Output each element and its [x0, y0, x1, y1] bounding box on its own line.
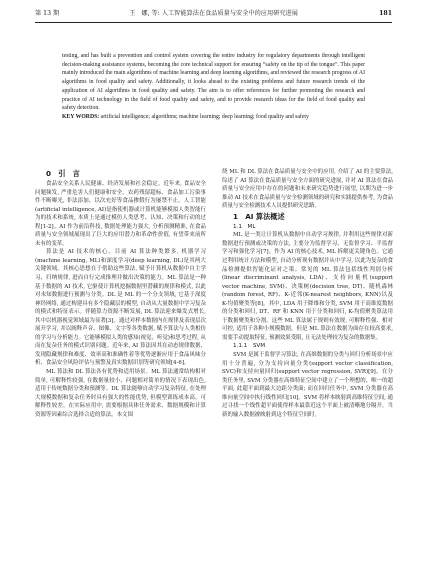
- paragraph-svm: SVM 是属于监督学习算法, 在高维数据的分类与回归分析场景中应用十分普遍, 分为支持向量分类(support vector classification, SVC)和支持向量回归(support vector regression, SVR)[9]。在分类任务里, SVM 分类器在高维特征空间中建立了一个理想的、唯一的超平面, 此超平面到最大边距分类面; 而在回归任务中, SVM 分类器在高维向量空间中执行线性回归[10]。SVM 将样本映射到高维特征空间, 通过寻找一个线性超平面使得样本最靠近这个平面上被清晰地分隔开。当新的输入数据被映射到这个特征空间时,: [222, 352, 393, 418]
- running-title: 王 娜, 等: 人工智能算法在食品质量与安全中的应用研究进展: [129, 10, 298, 17]
- left-column: [35, 168, 206, 419]
- paragraph-intro-continued: 绕 ML 和 DL 算法在食品质量与安全中的应用, 介绍了 AI 的主要算法, 综述了 AI 算法在食品质量与安全方面的研究进展, 并对 AI 算法在食品质量与安全应用中存在的问题和未来研究趋势进行展望, 以期为进一步推动 AI 技术在食品质量与安全检测领域的研究和实践提供参考, 为食品质量与安全检测技术人员提供研究思路。: [222, 169, 393, 210]
- keywords-text: artificial intelligence; algorithms; machine learning; deep learning; food quality and safety: [99, 113, 309, 120]
- running-header: [35, 8, 392, 20]
- paragraph-ml-vs-dl: ML 算法和 DL 算法各有优势和适用场景。ML 算法通常结构相对简单, 可解释性较强, 在数据量较小、问题相对简单的情况下表现出色, 适用于传统数据分类和预测等。DL 算法能够自动学习复杂特征, 在处理大规模数据和复杂任务时具有强大的性能优势, 但模型训练成本高、可解释性较差。在实际应用中, 需要根据具体任务需求、数据规模和计算资源等因素综合选择合适的算法。本文围: [35, 369, 206, 418]
- keywords-line: [62, 113, 365, 122]
- abstract-body: testing, and has built a prevention and control system covering the entire industry for regulatory departments through intelligent decision-making assistance systems, becoming the core technical support for ensuring “safety on the tip of the tongue”. This paper mainly introduced the main algorithms of machine learning and deep learning algorithms, and reviewed the research progress of AI algorithms in food quality and safety. Additionally, it looks ahead to the existing problems and future research trends of the application of AI algorithms in food quality and safety. The aim is to offer references for further promoting the research and practice of AI technology in the field of food quality and safety, and to provide research ideas for the field of food quality and safety detection.: [62, 53, 365, 112]
- subsubsection-heading-svm: 1.1.1 SVM: [233, 343, 266, 350]
- section-heading-ai-overview: 1 AI 算法概述: [233, 211, 285, 221]
- keywords-label: KEY WORDS:: [62, 113, 100, 120]
- paragraph-algorithms: 算法是 AI 技术的核心。目前 AI 算法种类繁多, 机器学习(machine learning, ML)和深度学习(deep learning, DL)是其两大关键领域。其核心思想在于借助这些算法, 赋予计算机从数据中自主学习、归纳规律, 进而自行完成推理并做出决策的能力。ML 算法是一种基于数据的 AI 技术, 它驱使计算机挖掘数据里潜藏的规律和模式, 以此对未知数据进行预测与分类。DL 是 ML 的一个分支领域, 它基于深度神经网络, 通过构建具有多个隐藏层的模型, 自动从大量数据中学习复杂的模式和特征表示。伴随算力资源不断发展, DL 算法迎来爆发式增长, 其中以机器视觉领域最为显著[3]。通过对样本数据内在规律及表现层次展开学习, 并以阐释声音、图像、文字等各类数据, 赋予算法与人类相仿的学习与分析能力。它能够模拟人类的感知(视觉、听觉)和思考过程, 从而在复杂任务的模式识别问题。近年来, AI 算法因其在动态规律数据、发现隐藏规律和难度、效率高和准确性着等优势逐渐应用于食品风味分析、食品安全风险评估与预警及真实数据识别等研究领域[4-6]。: [35, 249, 206, 367]
- page-number: 181: [379, 10, 392, 17]
- paragraph-ml: ML 是一类让计算机从数据中自动学习规律, 并利用这些规律对新数据进行预测或决策的方法, 主要分为监督学习、无监督学习、半监督学习和强化学习[7]。作为 AI 的核心技术, ML 拆解更关键角色。它通过利用统计方法和模型, 自动分析现有数据并从中学习, 以此为复杂的食品检测提供智能化证对之策。常见的 ML 算法包括线性判别分析(linear discriminant analysis, LDA)、支持向量机(support vector machine, SVM)、决策树(decision tree, DT)、随机森林(random forest, RF)、K-近邻(K-nearest neighbors, KNN)以及 K-均值聚类等[8]。其中, LDA 用于降维和分类, SVM 用于高维度数据的分类和回归, DT、RF 和 KNN 用于分类和回归, K-均值聚类算法用于数据聚类和分割。这些 ML 算法属于规则有效规, 可解释性强、相对可控, 适用于各种小规模数据。但是 ML 算法在数据为面存在较高要求, 需要手动提取特征, 预测效果受限, 且无法处理较为复杂的数据集。: [222, 232, 393, 341]
- header-rule: [35, 22, 392, 23]
- english-abstract: [62, 52, 365, 122]
- right-column: [222, 168, 393, 419]
- section-heading-intro: 0 引 言: [46, 169, 80, 178]
- paragraph-food-safety: 食品安全关系人民健康、经济发展和社会稳定。近年来, 食品安全问题频发, 严重危害人们健康和安全。农药残留超标、食品加工污染事件不断曝光, 非法添加、以次充好等食品掺假行为屡禁不止。人工智能(artificial intelligence, AI)是指使机器或计算机能够模拟人类智能行为的技术和系统, 本质上是通过模仿人类思考、认知、决策和行动的过程[1-2]。AI 作为前沿科技, 数据处理能力强大, 分析预测精准, 在食品质量与安全领域展现出了巨大的应用潜力和革命性价值, 有望带来前所未有的变革。: [35, 181, 206, 247]
- issue-number: 第 13 期: [35, 10, 60, 17]
- subsection-heading-ml: 1.1 ML: [233, 223, 256, 230]
